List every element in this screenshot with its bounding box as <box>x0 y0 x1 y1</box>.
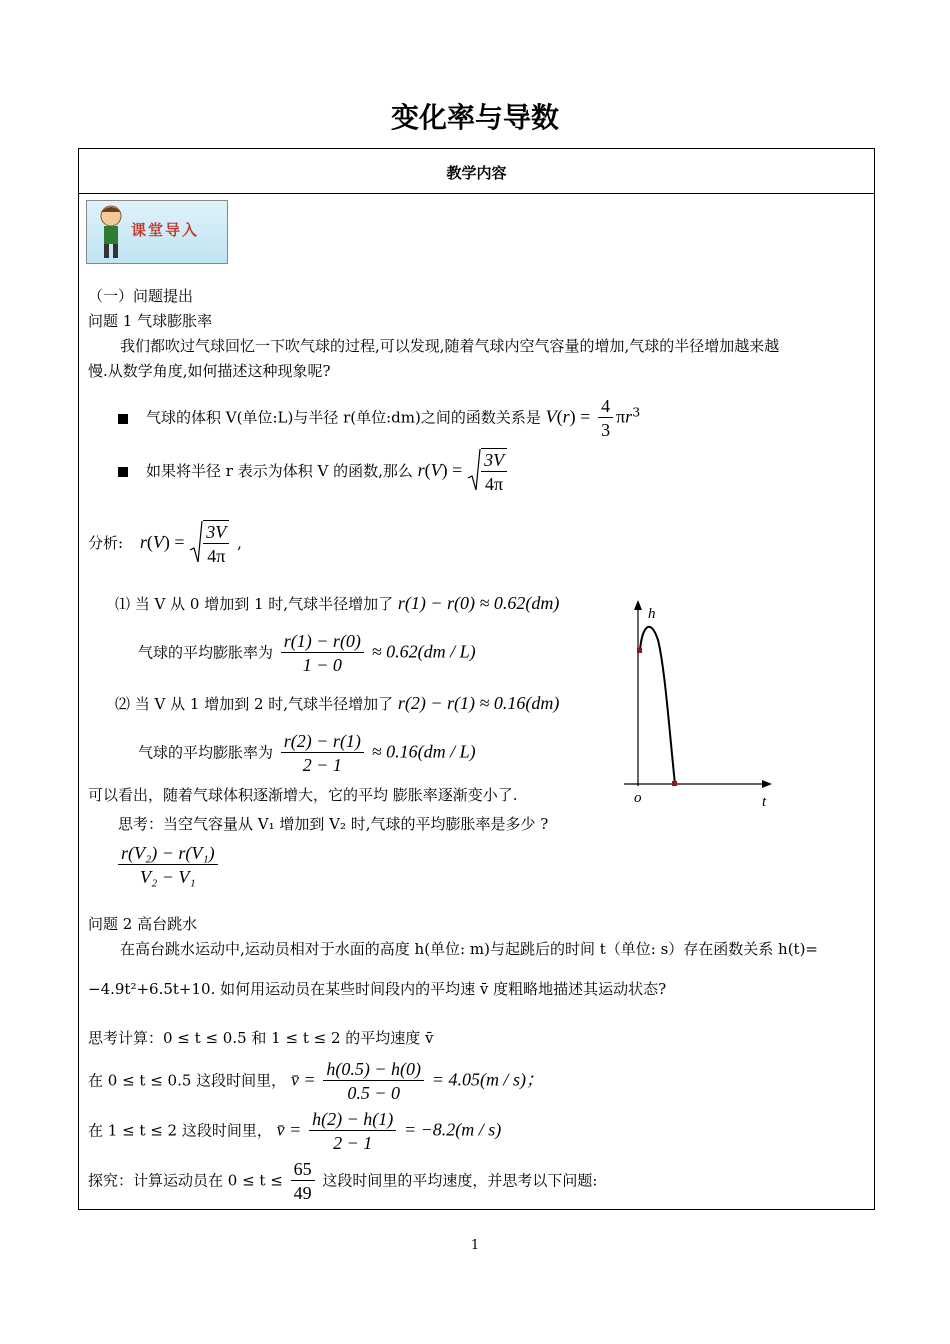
analysis-label: 分析: <box>88 534 124 552</box>
case1-rate-denominator: 1 − 0 <box>302 655 342 675</box>
y-axis-arrow-icon <box>634 600 642 610</box>
case1-formula: r(1) − r(0) ≈ 0.62(dm) <box>397 593 560 613</box>
case2 <box>115 693 559 714</box>
case1-rate-numerator: r(1) − r(0) <box>281 630 364 653</box>
start-point <box>637 648 642 653</box>
height-time-graph <box>618 598 778 810</box>
bullet-radius: 如果将半径 r 表示为体积 V 的函数,那么 r(V) = $\frac{3V}{4\pi}$ <box>118 448 510 496</box>
calc1-denominator: 0.5 − 0 <box>347 1083 401 1103</box>
rate-label: 气球的平均膨胀率为 <box>138 643 274 662</box>
conclusion-text: 可以看出，随着气球体积逐渐增大，它的平均 膨胀率逐渐变小了. <box>88 786 518 804</box>
case2-rate-numerator: r(2) − r(1) <box>281 730 364 753</box>
calc2-denominator: 2 − 1 <box>333 1133 373 1153</box>
problem2-text-line2: −4.9t²+6.5t+10. 如何用运动员在某些时间段内的平均速 v̄ 度粗略地描述其运动状态? <box>88 980 667 998</box>
think1-denominator: V₂ − V₁ <box>139 867 196 887</box>
height-curve <box>640 627 675 784</box>
origin-label: o <box>634 790 642 806</box>
calc2-prefix: 在 1 ≤ t ≤ 2 这段时间里， <box>88 1121 272 1140</box>
y-axis-label: h <box>648 606 656 622</box>
think2-text: 思考计算：0 ≤ t ≤ 0.5 和 1 ≤ t ≤ 2 的平均速度 v̄ <box>88 1029 434 1047</box>
volume-formula-lhs: V <box>545 406 557 427</box>
case2-rate <box>138 730 476 777</box>
think1-text: 思考：当空气容量从 V₁ 增加到 V₂ 时,气球的平均膨胀率是多少 ? <box>118 815 549 833</box>
rate-label: 气球的平均膨胀率为 <box>138 743 274 762</box>
case2-rate-denominator: 2 − 1 <box>302 755 342 775</box>
table-header: 教学内容 <box>79 149 874 194</box>
case2-rate-value: ≈ 0.16(dm / L) <box>371 741 476 762</box>
problem1-title: 问题 1 气球膨胀率 <box>88 312 213 330</box>
calc2-numerator: h(2) − h(1) <box>309 1108 396 1131</box>
problem1-text-line2: 慢.从数学角度,如何描述这种现象呢? <box>88 362 331 380</box>
end-point <box>672 781 677 786</box>
explore-prefix: 探究：计算运动员在 0 ≤ t ≤ <box>88 1171 283 1190</box>
bullet-radius-text: 如果将半径 r 表示为体积 V 的函数,那么 <box>146 462 413 480</box>
calc1-numerator: h(0.5) − h(0) <box>323 1058 424 1081</box>
explore-suffix: 这段时间里的平均速度，并思考以下问题: <box>322 1171 598 1190</box>
section-heading: （一）问题提出 <box>88 287 194 305</box>
bullet-volume-text: 气球的体积 V(单位:L)与半径 r(单位:dm)之间的函数关系是 <box>146 408 541 427</box>
bullet-square-icon <box>118 414 128 424</box>
problem2-title: 问题 2 高台跳水 <box>88 915 198 933</box>
bullet-square-icon <box>118 467 128 477</box>
explore <box>88 1158 597 1205</box>
calc1-prefix: 在 0 ≤ t ≤ 0.5 这段时间里， <box>88 1071 287 1090</box>
cartoon-student-icon <box>91 202 131 262</box>
case1-rate-value: ≈ 0.62(dm / L) <box>371 641 476 662</box>
think1-formula <box>115 842 221 889</box>
x-axis-label: t <box>762 794 767 810</box>
case1-rate <box>138 630 476 677</box>
page-title: 变化率与导数 <box>390 101 559 134</box>
calc1-value: = 4.05(m / s)； <box>431 1069 544 1090</box>
page-number: 1 <box>470 1238 480 1253</box>
calc2-value: = −8.2(m / s) <box>403 1119 502 1140</box>
case2-text: ⑵ 当 V 从 1 增加到 2 时,气球半径增加了 <box>115 695 394 713</box>
x-axis-arrow-icon <box>762 780 772 788</box>
four-thirds: $\frac{4}{3}$ <box>598 395 613 442</box>
case1-text: ⑴ 当 V 从 0 增加到 1 时,气球半径增加了 <box>115 595 394 613</box>
problem2-text-line1: 在高台跳水运动中,运动员相对于水面的高度 h(单位: m)与起跳后的时间 t（单位: s）存在函数关系 h(t)= <box>120 940 818 958</box>
case2-formula: r(2) − r(1) ≈ 0.16(dm) <box>397 693 560 713</box>
bullet-volume: 气球的体积 V(单位:L)与半径 r(单位:dm)之间的函数关系是 V(r) = $\frac{4}{3}$ $\pi r^3$ <box>118 395 640 442</box>
cube-root-formula: $\frac{3V}{4\pi}$ <box>189 520 232 568</box>
analysis: 分析: r(V) = $\frac{3V}{4\pi}$ , <box>88 522 242 566</box>
case1 <box>115 593 559 614</box>
explore-denominator: 49 <box>293 1183 312 1203</box>
think1-numerator: r(V₂) − r(V₁) <box>118 842 218 865</box>
problem1-text-line1: 我们都吹过气球回忆一下吹气球的过程,可以发现,随着气球内空气容量的增加,气球的半径增加越来越 <box>120 337 780 355</box>
explore-numerator: 65 <box>291 1158 315 1181</box>
lesson-intro-banner <box>86 200 228 264</box>
calc1: 在 0 ≤ t ≤ 0.5 这段时间里， v̄ = $\frac{h(0.5) - h(0)}{0.5 - 0}$ = 4.05(m / s)； <box>88 1059 544 1103</box>
calc2: 在 1 ≤ t ≤ 2 这段时间里， v̄ = $\frac{h(2) - h(1)}{2 - 1}$ = −8.2(m / s) <box>88 1109 502 1153</box>
cube-root-formula: $\frac{3V}{4\pi}$ <box>467 448 510 496</box>
banner-label: 课堂导入 <box>131 221 200 239</box>
